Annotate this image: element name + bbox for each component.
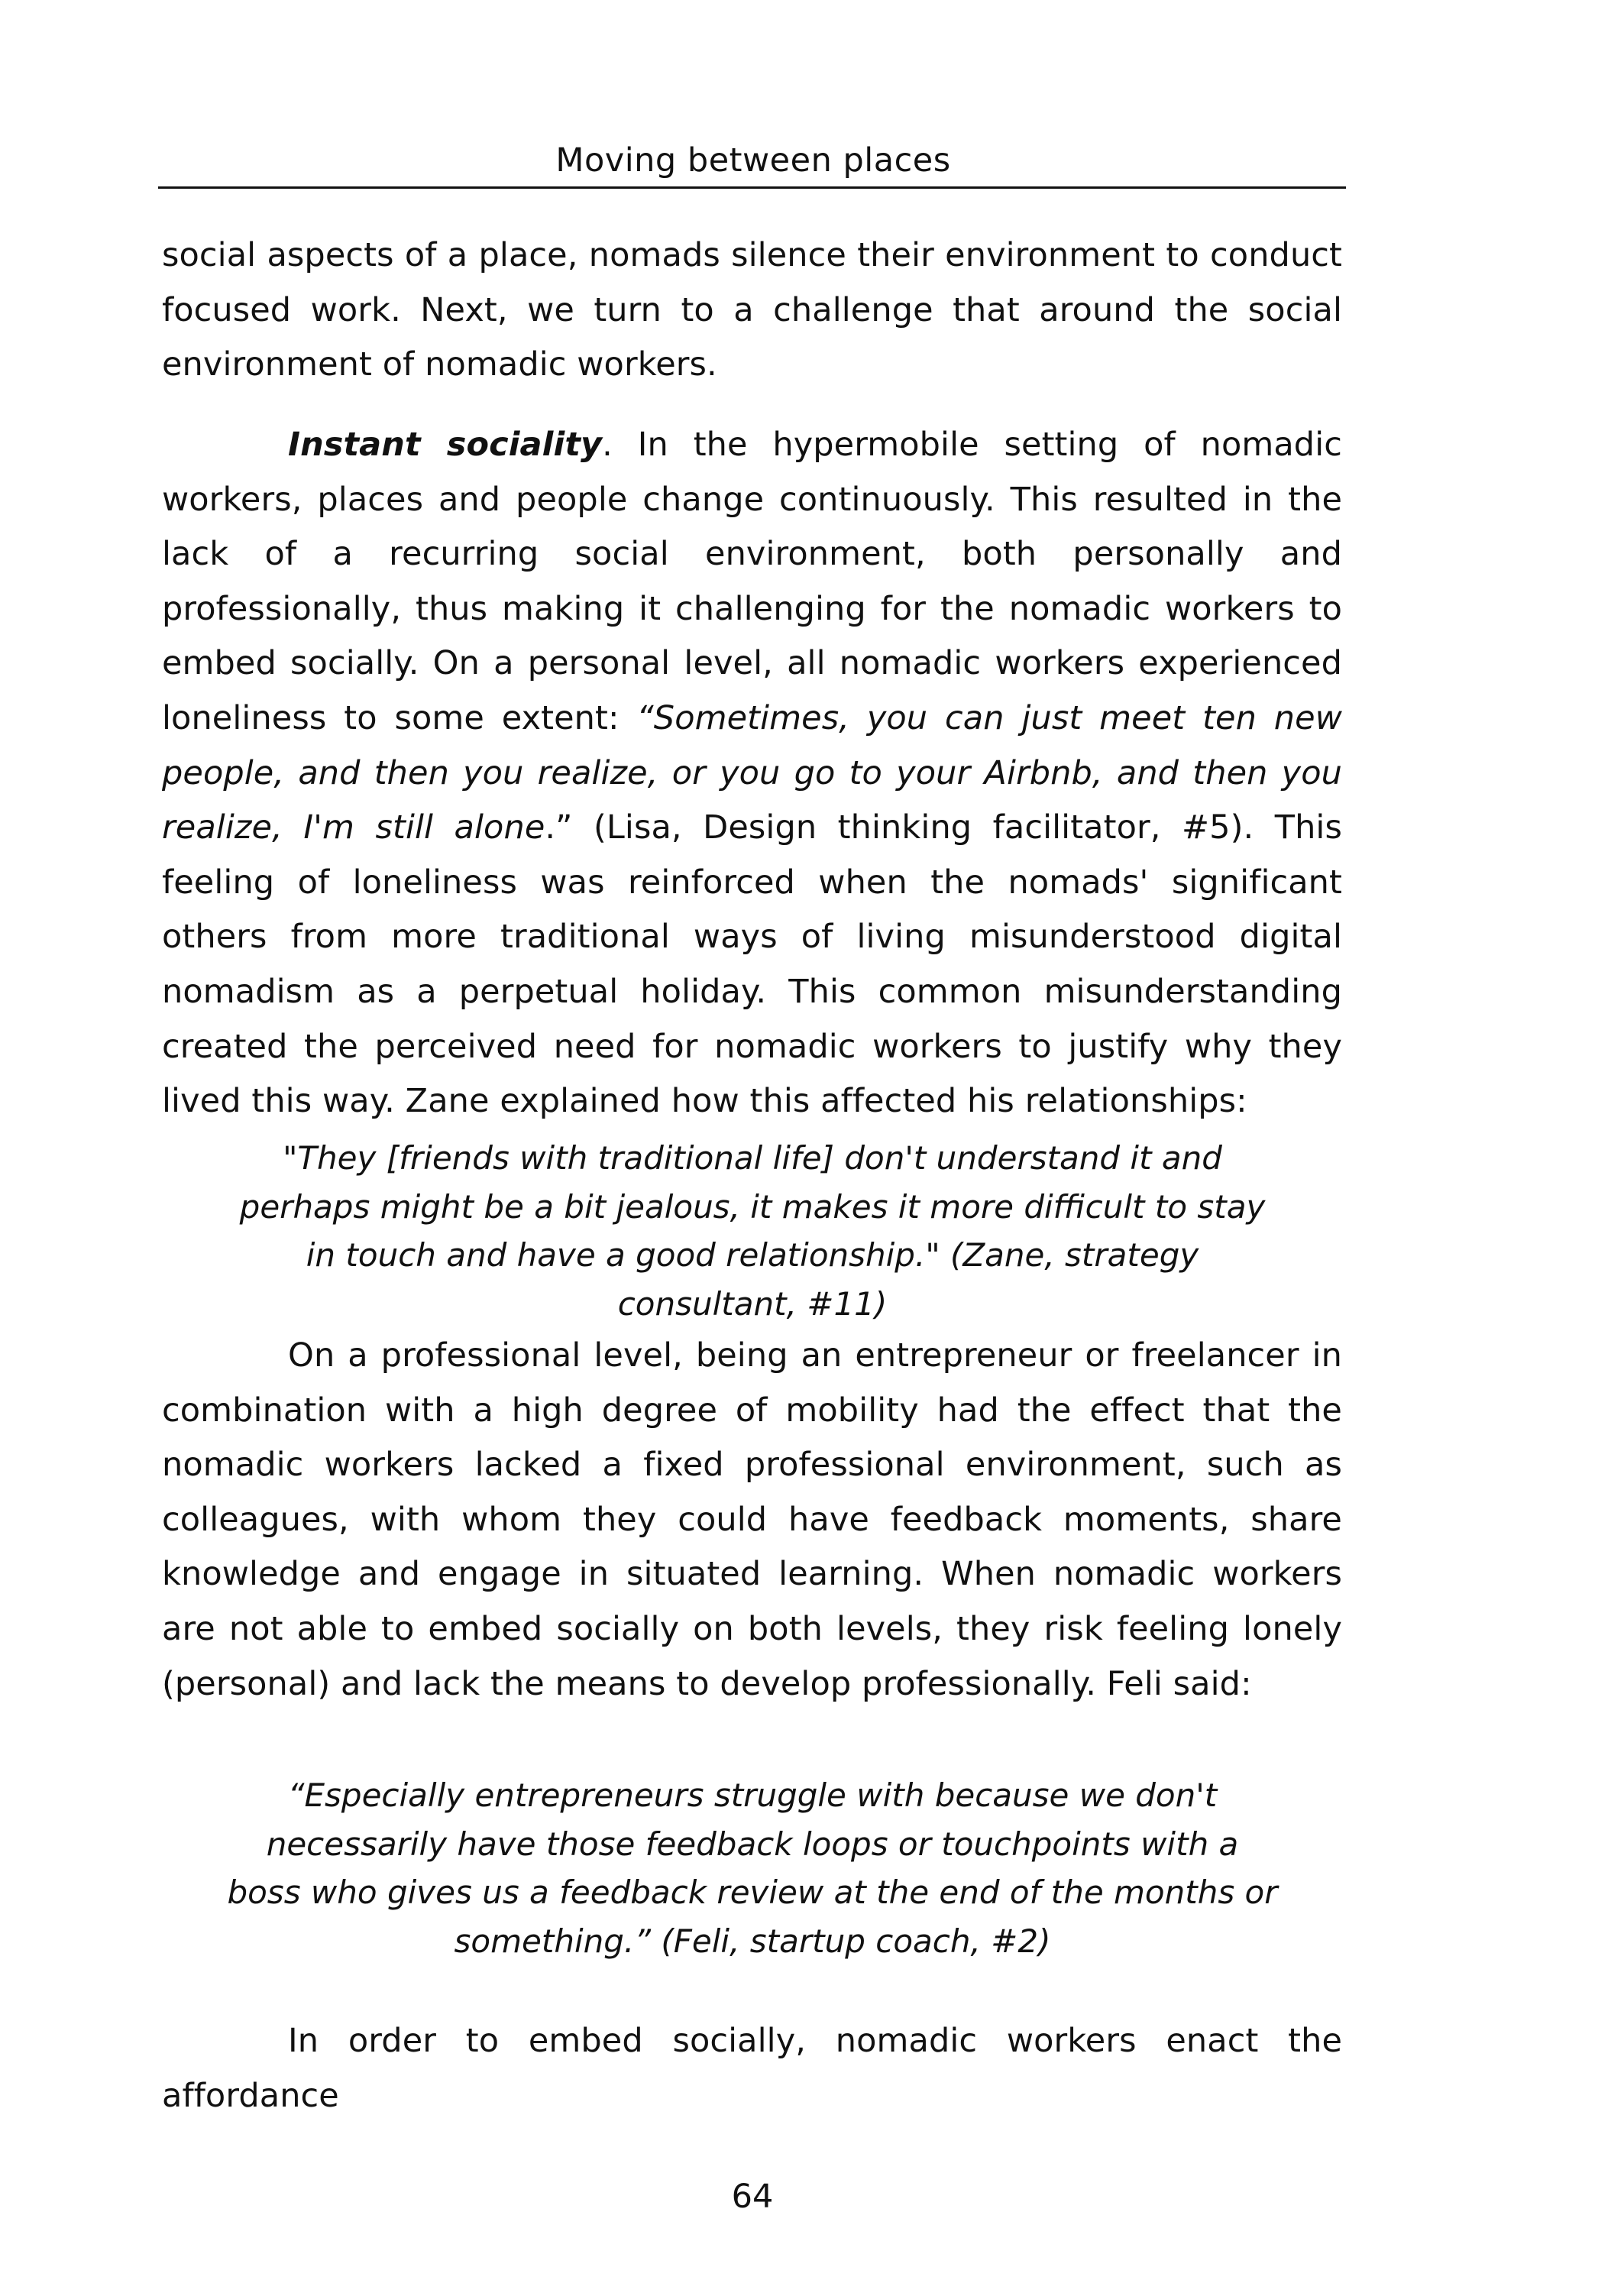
paragraph-instant-sociality — [162, 418, 1342, 1129]
paragraph-text: . In the hypermobile setting of nomadic workers, places and people change continuously. This resulted in the lack of a recurring social environment, both personally and professionally, thus making it challenging for the nomadic workers to embed socially. On a personal level, all nomadic workers experienced loneliness to some extent: — [162, 426, 1342, 737]
page-number: 64 — [731, 2178, 774, 2216]
paragraph-text: .” (Lisa, Design thinking facilitator, #5). This feeling of loneliness was reinforced when the nomads' significant others from more traditional ways of living misunderstood digital nomadism as a perpetual holiday. This common misunderstanding created the perceived need for nomadic workers to justify why they lived this way. Zane explained how this affected his relationships: — [162, 808, 1342, 1121]
paragraph-embed-socially: In order to embed socially, nomadic workers enact the affordance — [162, 2022, 1342, 2115]
paragraph-professional-level: On a professional level, being an entrepreneur or freelancer in combination with a high degree of mobility had the effect that the nomadic workers lacked a fixed professional environment, such as colleagues, with whom they could have feedback moments, share knowledge and engage in situated learning. When nomadic workers are not able to embed socially on both levels, they risk feeling lonely (personal) and lack the means to develop professionally. Feli said: — [162, 1336, 1342, 1703]
section-heading-instant-sociality: Instant sociality — [288, 426, 603, 464]
header-rule — [158, 186, 1346, 189]
paragraph-continuation: social aspects of a place, nomads silence their environment to conduct focused work. Next, we turn to a challenge that around the social environment of nomadic workers. — [162, 236, 1342, 384]
block-quote-zane: "They [friends with traditional life] don't understand it and perhaps might be a bit jealous, it makes it more difficult to stay in touch and have a good relationship." (Zane, strategy consultant, #11) — [239, 1139, 1266, 1323]
inline-quote-lisa: “Sometimes, you can just meet ten new people, and then you realize, or you go to your Airbnb, and then you realize, I'm still alone — [162, 698, 1342, 847]
running-header-title: Moving between places — [555, 141, 951, 180]
block-quote-feli: “Especially entrepreneurs struggle with because we don't necessarily have those feedback loops or touchpoints with a boss who gives us a feedback review at the end of the months or something.” (Feli, startup coach, #2) — [227, 1776, 1278, 1960]
